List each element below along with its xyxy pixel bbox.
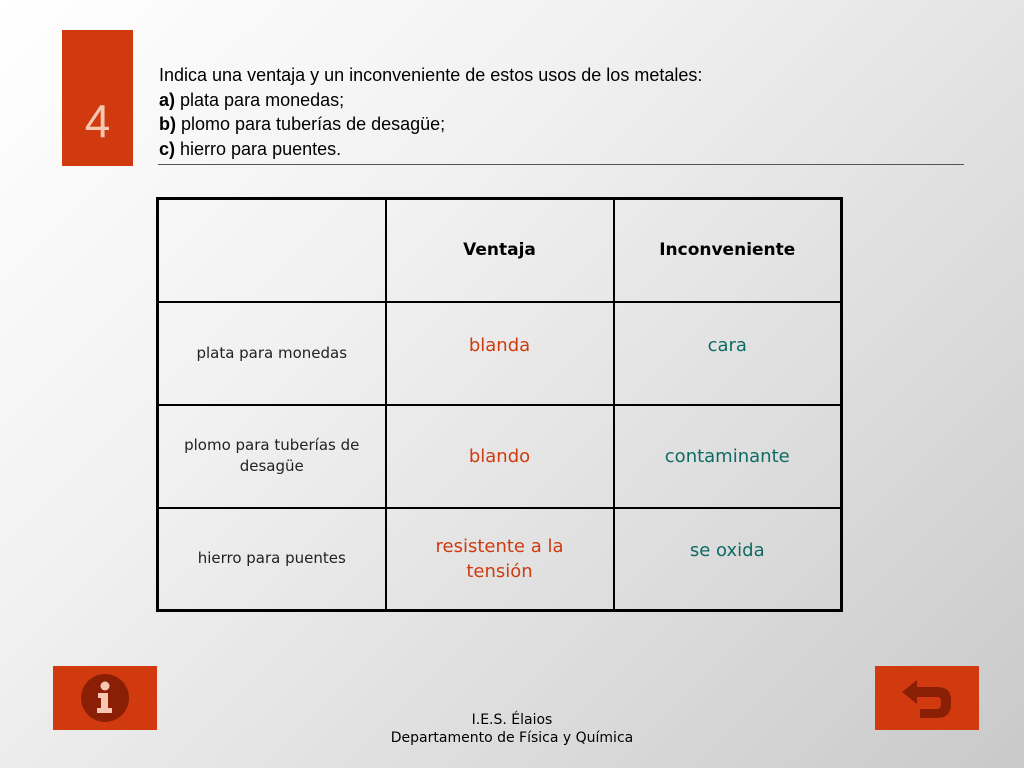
table-header-ventaja: Ventaja: [386, 199, 614, 302]
question-intro: Indica una ventaja y un inconveniente de estos usos de los metales:: [159, 65, 703, 85]
advantage-cell: [386, 405, 614, 508]
row-label: [158, 405, 386, 508]
footer-department: Departamento de Física y Química: [390, 730, 634, 746]
disadvantage-text: se oxida: [689, 540, 765, 562]
question-text: [159, 63, 959, 161]
table-header-cell-empty: [158, 199, 386, 302]
row-label: plata para monedas: [158, 302, 386, 405]
question-item-c: [159, 137, 959, 162]
advantage-text: resistente a la tensión: [435, 535, 564, 582]
question-item-text: plomo para tuberías de desagüe;: [176, 114, 446, 134]
table-header-row: [158, 199, 842, 302]
question-item-b: [159, 112, 959, 137]
return-arrow-icon: [875, 666, 979, 730]
slide-number: 4: [84, 95, 111, 147]
disadvantage-cell: [614, 302, 842, 405]
question-item-letter: a): [159, 89, 176, 110]
question-item-letter: c): [159, 138, 176, 159]
disadvantage-cell: [614, 508, 842, 611]
info-icon: [53, 666, 157, 730]
disadvantage-text: cara: [707, 334, 747, 356]
back-button[interactable]: [875, 666, 979, 730]
answer-table: [156, 197, 843, 612]
divider: [158, 164, 964, 165]
row-label: hierro para puentes: [158, 508, 386, 611]
row-label-text: plomo para tuberías de desagüe: [184, 436, 360, 475]
disadvantage-text: contaminante: [664, 445, 790, 467]
advantage-text: blando: [468, 445, 531, 467]
info-button[interactable]: [53, 666, 157, 730]
advantage-cell: [386, 508, 614, 611]
question-item-text: plata para monedas;: [175, 89, 345, 110]
advantage-text: blanda: [468, 334, 531, 356]
table-row: [158, 508, 842, 611]
footer: [362, 711, 662, 747]
table-header-inconveniente: Inconveniente: [614, 199, 842, 302]
question-item-text: hierro para puentes.: [175, 138, 342, 159]
footer-school: I.E.S. Élaios: [471, 712, 553, 728]
question-item-letter: b): [159, 114, 176, 134]
advantage-cell: [386, 302, 614, 405]
table-row: [158, 302, 842, 405]
disadvantage-cell: [614, 405, 842, 508]
table-row: [158, 405, 842, 508]
question-item-a: [159, 88, 959, 113]
slide-number-box: [62, 30, 133, 166]
